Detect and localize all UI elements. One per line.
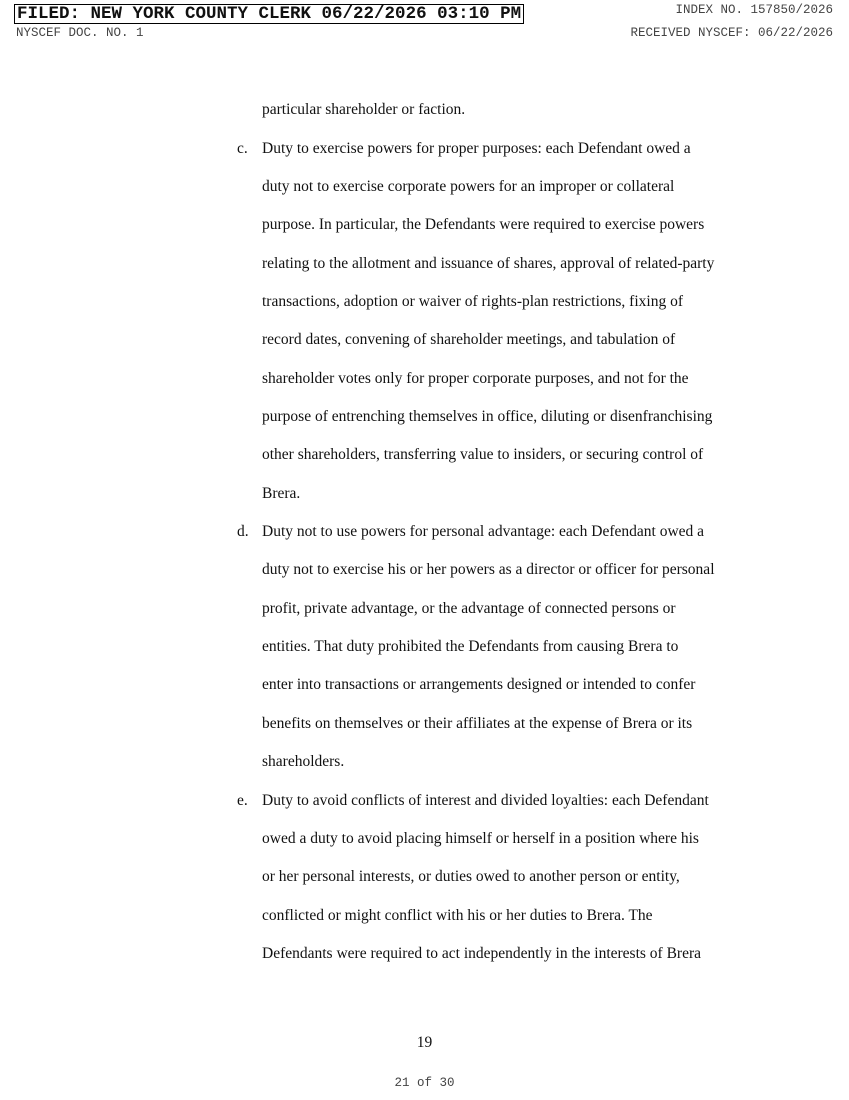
body-line: conflicted or might conflict with his or her duties to Brera. The (262, 907, 653, 924)
body-line: duty not to exercise corporate powers for an improper or collateral (262, 178, 675, 195)
body-line: shareholder votes only for proper corporate purposes, and not for the (262, 370, 689, 387)
body-line: Brera. (262, 485, 301, 502)
list-marker-c: c. (237, 140, 248, 157)
body-line: entities. That duty prohibited the Defendants from causing Brera to (262, 638, 679, 655)
body-line: other shareholders, transferring value to insiders, or securing control of (262, 446, 704, 463)
body-line: Defendants were required to act independently in the interests of Brera (262, 945, 701, 962)
index-number: INDEX NO. 157850/2026 (675, 3, 833, 17)
page-number: 19 (416, 1034, 433, 1051)
list-marker-d: d. (237, 523, 249, 540)
body-line: owed a duty to avoid placing himself or herself in a position where his (262, 830, 699, 847)
body-line: profit, private advantage, or the advantage of connected persons or (262, 600, 676, 617)
body-line: relating to the allotment and issuance of shares, approval of related-party (262, 255, 715, 272)
body-line: Duty to exercise powers for proper purposes: each Defendant owed a (262, 140, 691, 157)
body-line: record dates, convening of shareholder meetings, and tabulation of (262, 331, 676, 348)
received-date: RECEIVED NYSCEF: 06/22/2026 (630, 26, 833, 40)
body-line: duty not to exercise his or her powers as a director or officer for personal (262, 561, 715, 578)
page-count: 21 of 30 (394, 1076, 455, 1090)
body-line: Duty not to use powers for personal advantage: each Defendant owed a (262, 523, 705, 540)
body-line: benefits on themselves or their affiliates at the expense of Brera or its (262, 715, 693, 732)
body-line: Duty to avoid conflicts of interest and divided loyalties: each Defendant (262, 792, 709, 809)
body-line: or her personal interests, or duties owed to another person or entity, (262, 868, 680, 885)
body-line: purpose of entrenching themselves in office, diluting or disenfranchising (262, 408, 713, 425)
body-line: enter into transactions or arrangements designed or intended to confer (262, 676, 696, 693)
list-marker-e: e. (237, 792, 248, 809)
body-line: transactions, adoption or waiver of rights-plan restrictions, fixing of (262, 293, 683, 310)
filed-stamp: FILED: NEW YORK COUNTY CLERK 06/22/2026 03:10 PM (14, 4, 524, 24)
body-line: shareholders. (262, 753, 345, 770)
doc-number: NYSCEF DOC. NO. 1 (16, 26, 144, 40)
body-line: purpose. In particular, the Defendants were required to exercise powers (262, 216, 705, 233)
body-line: particular shareholder or faction. (262, 101, 466, 118)
